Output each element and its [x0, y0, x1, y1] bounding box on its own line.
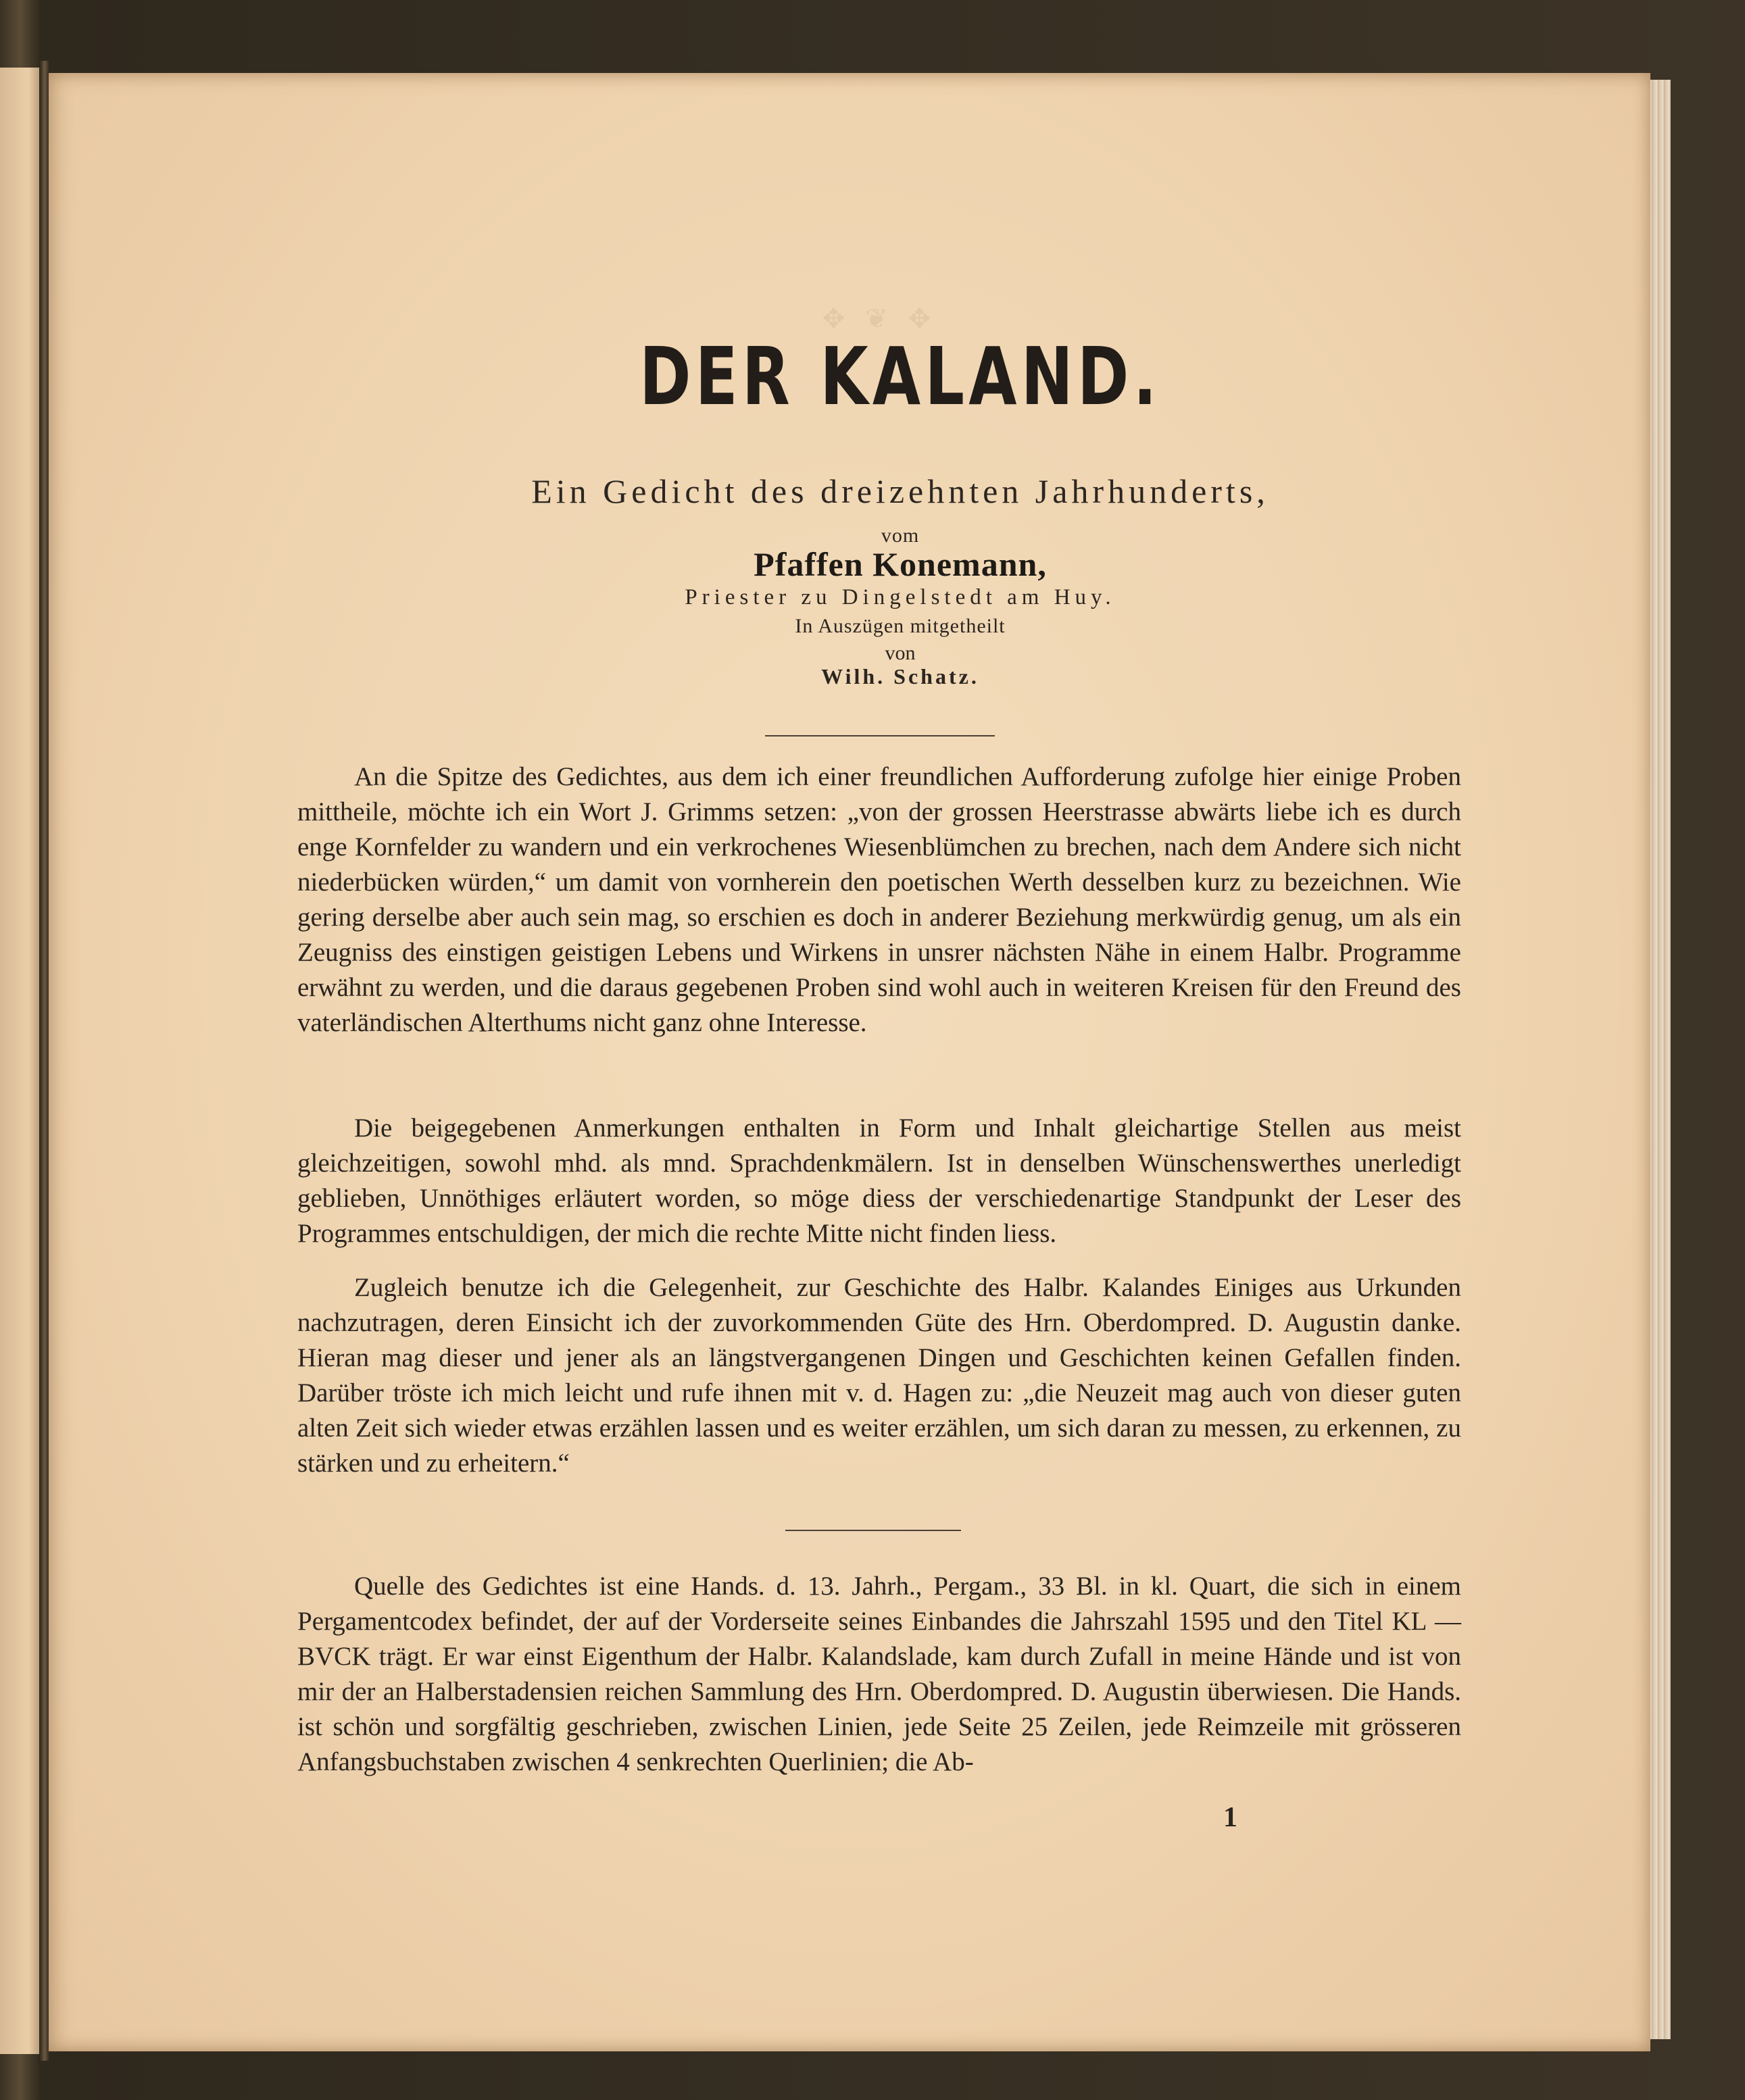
author-role: Priester zu Dingelstedt am Huy. [685, 585, 1116, 609]
facing-page-edge [0, 68, 41, 2054]
paragraph: Die beigegebenen Anmerkungen enthalten in Form und Inhalt gleichartige Stellen aus meist gleichzeitigen, sowohl mhd. als mnd. Sprachdenkmälern. Ist in denselben Wünschenswerthes unerledigt geblieben, Unnöthiges erläutert worden, so möge diess der verschiedenartige Standpunkt der Leser des Programmes entschuldigen, der mich die rechte Mitte nicht finden liess. [297, 1114, 1461, 1248]
paragraph: Quelle des Gedichtes ist eine Hands. d. 13. Jahrh., Pergam., 33 Bl. in kl. Quart, die sich in einem Pergamentcodex befindet, der auf der Vorderseite seines Einbandes die Jahrszahl 1595 und den Titel KL — BVCK trägt. Er war einst Eigenthum der Halbr. Kalandslade, kam durch Zufall in meine Hände und ist von mir der an Halberstadensien reichen Sammlung des Hrn. Oberdompred. D. Augustin überwiesen. Die Hands. ist schön und sorgfältig geschrieben, zwischen Linien, jede Seite 25 Zeilen, jede Reimzeile mit grösseren Anfangsbuchstaben zwischen 4 senkrechten Querlinien; die Ab- [297, 1572, 1461, 1776]
document-page [49, 73, 1650, 2051]
document-title: DER KALAND. [639, 330, 1161, 423]
document-subtitle: Ein Gedicht des dreizehnten Jahrhunderts, [531, 472, 1269, 510]
paragraph: Zugleich benutze ich die Gelegenheit, zur Geschichte des Halbr. Kalandes Einiges aus Urkunden nachzutragen, deren Einsicht ich der zuvorkommenden Güte des Hrn. Oberdompred. D. Augustin danke. Hieran mag dieser und jener als an längstvergangenen Dingen und Geschichten keinen Gefallen finden. Darüber tröste ich mich leicht und rufe ihnen mit v. d. Hagen zu: „die Neuzeit mag auch von dieser guten alten Zeit sich wieder etwas erzählen lassen und es weiter erzählen, um sich daran zu messen, zu erkennen, zu stärken und zu erheitern.“ [297, 1273, 1461, 1478]
page-number: 1 [1223, 1802, 1237, 1833]
paragraph: An die Spitze des Gedichtes, aus dem ich einer freundlichen Aufforderung zufolge hier einige Proben mittheile, möchte ich ein Wort J. Grimms setzen: „von der grossen Heerstrasse abwärts liebe ich es durch enge Kornfelder zu wandern und ein verkrochenes Wiesenblümchen zu brechen, nach dem Andere sich nicht niederbücken würden,“ um damit von vornherein den poetischen Werth desselben kurz zu bezeichnen. Wie gering derselbe aber auch sein mag, so erschien es doch in anderer Beziehung merkwürdig genug, um als ein Zeugniss des einstigen geistigen Lebens und Wirkens in unsrer nächsten Nähe in einem Halbr. Programme erwähnt zu werden, und die daraus gegebenen Proben sind wohl auch in weiteren Kreisen für den Freund des vaterländischen Alterthums nicht ganz ohne Interesse. [297, 762, 1461, 1037]
byline-vom: vom [881, 524, 920, 547]
editor-name: Wilh. Schatz. [821, 664, 979, 689]
excerpt-note: In Auszügen mitgetheilt [795, 615, 1006, 637]
author-name: Pfaffen Konemann, [754, 545, 1047, 583]
section-divider [765, 735, 995, 736]
bleed-through-ornament: ✥ ❦ ✥ [822, 303, 938, 334]
byline-von: von [885, 642, 916, 664]
section-divider [785, 1530, 961, 1531]
